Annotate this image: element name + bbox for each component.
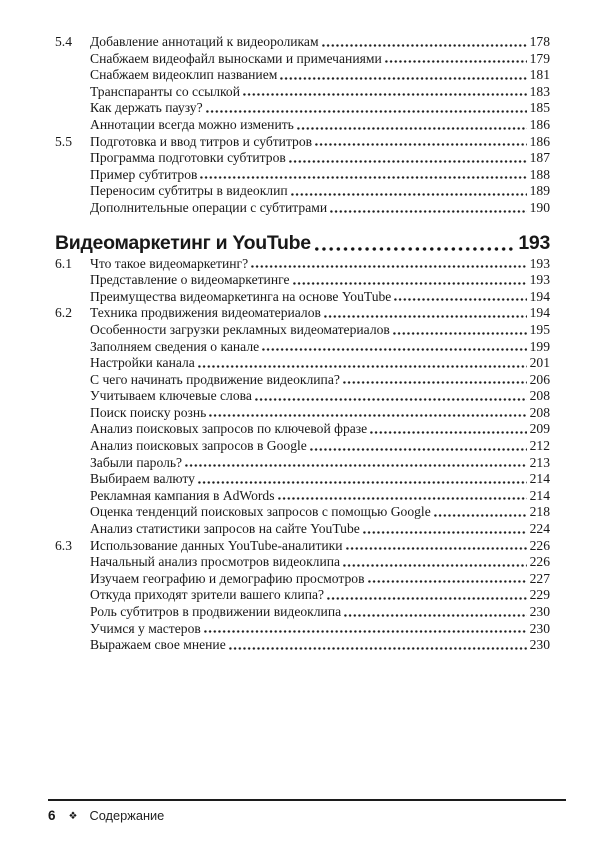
toc-entry bbox=[55, 150, 550, 167]
toc-page-number: 227 bbox=[529, 570, 550, 586]
toc-entry bbox=[55, 554, 550, 571]
toc-page-number: 193 bbox=[518, 231, 550, 254]
dot-leader bbox=[315, 247, 515, 251]
toc-entry bbox=[55, 372, 550, 389]
toc-entry-title: Рекламная кампания в AdWords bbox=[90, 487, 275, 503]
toc-entry-title: Изучаем географию и демографию просмотров bbox=[90, 570, 365, 586]
toc-entry-title: Анализ поисковых запросов в Google bbox=[90, 438, 307, 454]
toc-entry bbox=[55, 200, 550, 217]
toc-entry-title: Снабжаем видеоклип названием bbox=[90, 67, 278, 83]
dot-leader bbox=[393, 332, 527, 335]
dot-leader bbox=[200, 176, 526, 179]
dot-leader bbox=[255, 398, 527, 401]
toc-entry bbox=[55, 51, 550, 68]
toc-page-number: 185 bbox=[529, 100, 550, 116]
toc-entry-title: Выбираем валюту bbox=[90, 471, 195, 487]
dot-leader bbox=[330, 210, 527, 213]
toc-page-number: 186 bbox=[529, 116, 550, 132]
toc-entry-title: Представление о видеомаркетинге bbox=[90, 272, 290, 288]
toc-entry-title: Снабжаем видеофайл выносками и примечаниями bbox=[90, 50, 382, 66]
diamond-ornament-icon: ❖ bbox=[68, 811, 78, 822]
dot-leader bbox=[434, 514, 527, 517]
toc-page-number: 193 bbox=[529, 255, 550, 271]
toc-entry-title: Преимущества видеомаркетинга на основе YouTube bbox=[90, 288, 392, 304]
toc-entry-title: Заполняем сведения о канале bbox=[90, 338, 260, 354]
toc-entry-title: Учитываем ключевые слова bbox=[90, 388, 252, 404]
toc-entry-title: Что такое видеомаркетинг? bbox=[90, 255, 249, 271]
toc-page-number: 195 bbox=[529, 321, 550, 337]
toc-entry-title: Роль субтитров в продвижении видеоклипа bbox=[90, 604, 342, 619]
toc-entry bbox=[55, 538, 550, 555]
toc-entry-title: С чего начинать продвижение видеоклипа? bbox=[90, 371, 340, 387]
toc-page-number: 218 bbox=[529, 504, 550, 520]
dot-leader bbox=[278, 497, 527, 500]
toc-entry-title: Особенности загрузки рекламных видеоматериалов bbox=[90, 321, 390, 337]
toc-page-number: 194 bbox=[529, 288, 550, 304]
toc-entry bbox=[55, 305, 550, 322]
toc-entry-title: Дополнительные операции с субтитрами bbox=[90, 199, 328, 215]
toc-list bbox=[55, 34, 550, 654]
toc-entry-number: 5.5 bbox=[55, 133, 72, 149]
dot-leader bbox=[385, 60, 527, 63]
dot-leader bbox=[394, 298, 526, 301]
toc-entry bbox=[55, 504, 550, 521]
dot-leader bbox=[343, 564, 527, 567]
dot-leader bbox=[280, 77, 526, 80]
dot-leader bbox=[368, 580, 527, 583]
dot-leader bbox=[262, 348, 526, 351]
dot-leader bbox=[185, 464, 527, 467]
toc-page-number: 206 bbox=[529, 371, 550, 387]
toc-page-number: 199 bbox=[529, 338, 550, 354]
toc-page-number: 181 bbox=[529, 67, 550, 83]
toc-page-number: 187 bbox=[529, 150, 550, 166]
dot-leader bbox=[293, 282, 527, 285]
toc-entry-number: 6.2 bbox=[55, 305, 72, 321]
toc-entry-number: 6.1 bbox=[55, 255, 72, 271]
toc-page-number: 193 bbox=[529, 272, 550, 288]
toc-entry-title: Как держать паузу? bbox=[90, 100, 203, 116]
toc-entry bbox=[55, 587, 550, 604]
toc-page-number: 208 bbox=[529, 404, 550, 420]
toc-page-number: 214 bbox=[529, 471, 550, 487]
toc-entry bbox=[55, 388, 550, 405]
footer-section-label: Содержание bbox=[89, 808, 165, 823]
toc-page-number: 230 bbox=[529, 620, 550, 636]
toc-entry bbox=[55, 84, 550, 101]
toc-page-number: 230 bbox=[529, 637, 550, 653]
toc-page-number: 226 bbox=[529, 537, 550, 553]
toc-chapter-title: Видеомаркетинг и YouTube bbox=[55, 231, 311, 254]
toc-entry bbox=[55, 167, 550, 184]
toc-page-number: 183 bbox=[529, 83, 550, 99]
toc-entry bbox=[55, 289, 550, 306]
dot-leader bbox=[198, 481, 527, 484]
toc-entry-title: Начальный анализ просмотров видеоклипа bbox=[90, 554, 341, 570]
toc-entry-title: Добавление аннотаций к видеороликам bbox=[90, 34, 319, 49]
dot-leader bbox=[209, 414, 526, 417]
dot-leader bbox=[346, 547, 527, 550]
toc-page-number: 188 bbox=[529, 166, 550, 182]
dot-leader bbox=[289, 160, 527, 163]
toc-entry bbox=[55, 421, 550, 438]
dot-leader bbox=[291, 193, 527, 196]
dot-leader bbox=[315, 143, 527, 146]
toc-page-number: 178 bbox=[529, 34, 550, 49]
toc-entry bbox=[55, 438, 550, 455]
toc-entry-title: Настройки канала bbox=[90, 355, 195, 371]
toc-entry bbox=[55, 455, 550, 472]
toc-entry-number: 6.3 bbox=[55, 537, 72, 553]
toc-entry bbox=[55, 355, 550, 372]
toc-entry-number: 5.4 bbox=[55, 34, 72, 49]
dot-leader bbox=[370, 431, 526, 434]
toc-page-number: 208 bbox=[529, 388, 550, 404]
toc-entry-title: Подготовка и ввод титров и субтитров bbox=[90, 133, 313, 149]
dot-leader bbox=[243, 93, 527, 96]
dot-leader bbox=[206, 110, 527, 113]
toc-entry-title: Учимся у мастеров bbox=[90, 620, 201, 636]
toc-entry-title: Оценка тенденций поисковых запросов с помощью Google bbox=[90, 504, 431, 520]
dot-leader bbox=[204, 630, 527, 633]
toc-page-number: 179 bbox=[529, 50, 550, 66]
dot-leader bbox=[324, 315, 527, 318]
toc-page-number: 194 bbox=[529, 305, 550, 321]
toc-entry bbox=[55, 34, 550, 51]
toc-entry bbox=[55, 471, 550, 488]
toc-page-number: 189 bbox=[529, 183, 550, 199]
dot-leader bbox=[229, 647, 527, 650]
toc-entry-title: Программа подготовки субтитров bbox=[90, 150, 286, 166]
dot-leader bbox=[297, 127, 527, 130]
toc-page-number: 212 bbox=[529, 438, 550, 454]
dot-leader bbox=[322, 44, 527, 47]
toc-page-number: 226 bbox=[529, 554, 550, 570]
toc-entry-title: Техника продвижения видеоматериалов bbox=[90, 305, 321, 321]
toc-entry bbox=[55, 621, 550, 638]
dot-leader bbox=[363, 531, 527, 534]
toc-page-number: 214 bbox=[529, 487, 550, 503]
footer-row bbox=[48, 808, 566, 823]
toc-entry bbox=[55, 100, 550, 117]
toc-entry-title: Откуда приходят зрители вашего клипа? bbox=[90, 587, 325, 603]
toc-entry-title: Забыли пароль? bbox=[90, 454, 183, 470]
toc-entry bbox=[55, 256, 550, 273]
footer-rule bbox=[48, 799, 566, 801]
toc-entry-title: Использование данных YouTube-аналитики bbox=[90, 537, 343, 553]
toc-page-number: 190 bbox=[529, 199, 550, 215]
toc-entry bbox=[55, 405, 550, 422]
toc-entry bbox=[55, 322, 550, 339]
toc-entry bbox=[55, 604, 550, 621]
footer-page-number: 6 bbox=[48, 808, 56, 823]
dot-leader bbox=[310, 448, 527, 451]
toc-entry bbox=[55, 488, 550, 505]
toc-entry-title: Выражаем свое мнение bbox=[90, 637, 226, 653]
dot-leader bbox=[198, 365, 527, 368]
toc-entry bbox=[55, 521, 550, 538]
toc-entry bbox=[55, 67, 550, 84]
toc-entry-title: Пример субтитров bbox=[90, 166, 198, 182]
toc-page-number: 230 bbox=[529, 604, 550, 619]
toc-page-number: 186 bbox=[529, 133, 550, 149]
page-footer bbox=[48, 799, 566, 823]
toc-page-number: 224 bbox=[529, 521, 550, 537]
toc-entry-title: Анализ поисковых запросов по ключевой фразе bbox=[90, 421, 368, 437]
dot-leader bbox=[327, 597, 527, 600]
dot-leader bbox=[344, 614, 526, 617]
toc-entry bbox=[55, 637, 550, 654]
toc-page-number: 213 bbox=[529, 454, 550, 470]
dot-leader bbox=[343, 381, 527, 384]
toc-entry bbox=[55, 339, 550, 356]
toc-entry-title: Транспаранты со ссылкой bbox=[90, 83, 241, 99]
toc-entry-title: Анализ статистики запросов на сайте YouTube bbox=[90, 521, 360, 537]
toc-page-number: 229 bbox=[529, 587, 550, 603]
toc-entry bbox=[55, 272, 550, 289]
toc-entry bbox=[55, 571, 550, 588]
toc-entry bbox=[55, 134, 550, 151]
toc-entry-title: Переносим субтитры в видеоклип bbox=[90, 183, 288, 199]
dot-leader bbox=[251, 265, 526, 268]
toc-entry-title: Поиск поиску рознь bbox=[90, 404, 207, 420]
toc-page-number: 209 bbox=[529, 421, 550, 437]
toc-chapter-heading bbox=[55, 231, 550, 256]
toc-page-number: 201 bbox=[529, 355, 550, 371]
toc-entry-title: Аннотации всегда можно изменить bbox=[90, 116, 294, 132]
toc-entry bbox=[55, 117, 550, 134]
toc-entry bbox=[55, 183, 550, 200]
